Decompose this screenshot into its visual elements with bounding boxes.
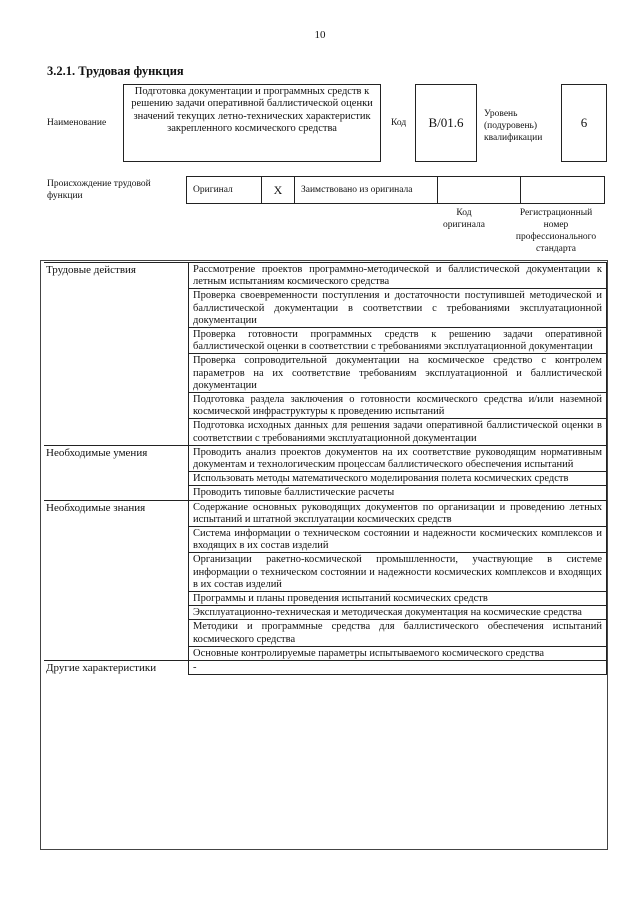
table-cell-item: Содержание основных руководящих документов по организации и проведению летных испытаний и штатной эксплуатации космических средств — [189, 500, 607, 526]
borrowed-label: Заимствовано из оригинала — [295, 177, 438, 204]
table-cell-item: - — [189, 661, 607, 675]
original-mark: X — [262, 177, 295, 204]
table-cell-item: Подготовка исходных данных для решения задачи оперативной баллистической оценки в соответствии с требованиями эксплуатационной документации — [189, 419, 607, 445]
table-cell-item: Основные контролируемые параметры испытываемого космического средства — [189, 646, 607, 660]
reg-number-caption: Регистрационный номер профессионального стандарта — [515, 208, 597, 254]
level-label: Уровень (подуровень) квалификации — [484, 109, 543, 143]
qualification-level-box: 6 — [561, 84, 607, 162]
table-row — [44, 263, 607, 289]
category-label: Другие характеристики — [44, 661, 189, 675]
reg-number-cell — [521, 177, 605, 204]
table-cell-item: Подготовка раздела заключения о готовности космического средства и/или наземной космической инфраструктуры к проведению испытаний — [189, 393, 607, 419]
table-cell-item: Рассмотрение проектов программно-методической и баллистической документации к летным испытаниям космического средства — [189, 263, 607, 289]
category-label: Необходимые умения — [44, 445, 189, 500]
table-cell-item: Проводить типовые баллистические расчеты — [189, 486, 607, 500]
page-number: 10 — [314, 29, 326, 41]
table-cell-item: Эксплуатационно-техническая и методическая документация на космические средства — [189, 606, 607, 620]
section-title: 3.2.1. Трудовая функция — [47, 64, 184, 78]
table-cell-item: Проверка своевременности поступления и достаточности поступившей методической и баллистической документации в соответствии с требованиями эксплуатационной документации — [189, 289, 607, 328]
table-cell-item: Программы и планы проведения испытаний космических средств — [189, 592, 607, 606]
table-cell-item: Проводить анализ проектов документов на их соответствие руководящим нормативным документам и технологическим процессам баллистического обеспечения испытаний — [189, 445, 607, 471]
table-cell-item: Система информации о техническом состоянии и надежности космических комплексов и входящих в их состав изделий — [189, 527, 607, 553]
code-original-cell — [438, 177, 521, 204]
table-cell-item: Проверка готовности программных средств к решению задачи оперативной баллистической оценки в соответствии с требованиями эксплуатационной документации — [189, 328, 607, 354]
table-row — [44, 445, 607, 471]
table-cell-item: Использовать методы математического моделирования полета космических средств — [189, 472, 607, 486]
table-cell-item: Организации ракетно-космической промышленности, участвующие в системе информации о техническом состоянии и надежности космических комплексов и входящих в их состав изделий — [189, 553, 607, 592]
table-row — [44, 500, 607, 526]
characteristics-table — [44, 262, 607, 675]
category-label: Трудовые действия — [44, 263, 189, 446]
origin-table — [186, 176, 605, 204]
category-label: Необходимые знания — [44, 500, 189, 660]
origin-label: Происхождение трудовой функции — [47, 179, 151, 201]
code-original-caption: Код оригинала — [443, 208, 485, 230]
function-name-box: Подготовка документации и программных средств к решению задачи оперативной баллистической оценки значений текущих летно-технических характеристик закрепленного космического средства — [123, 84, 381, 162]
table-cell-item: Проверка сопроводительной документации на космическое средство с контролем параметров на их соответствие требованиям эксплуатационной и баллистической документации — [189, 354, 607, 393]
table-row — [44, 661, 607, 675]
function-code-box: B/01.6 — [415, 84, 477, 162]
name-label: Наименование — [47, 118, 107, 128]
code-label: Код — [391, 118, 407, 128]
table-cell-item: Методики и программные средства для баллистического обеспечения испытаний космического средства — [189, 620, 607, 646]
original-label: Оригинал — [187, 177, 262, 204]
